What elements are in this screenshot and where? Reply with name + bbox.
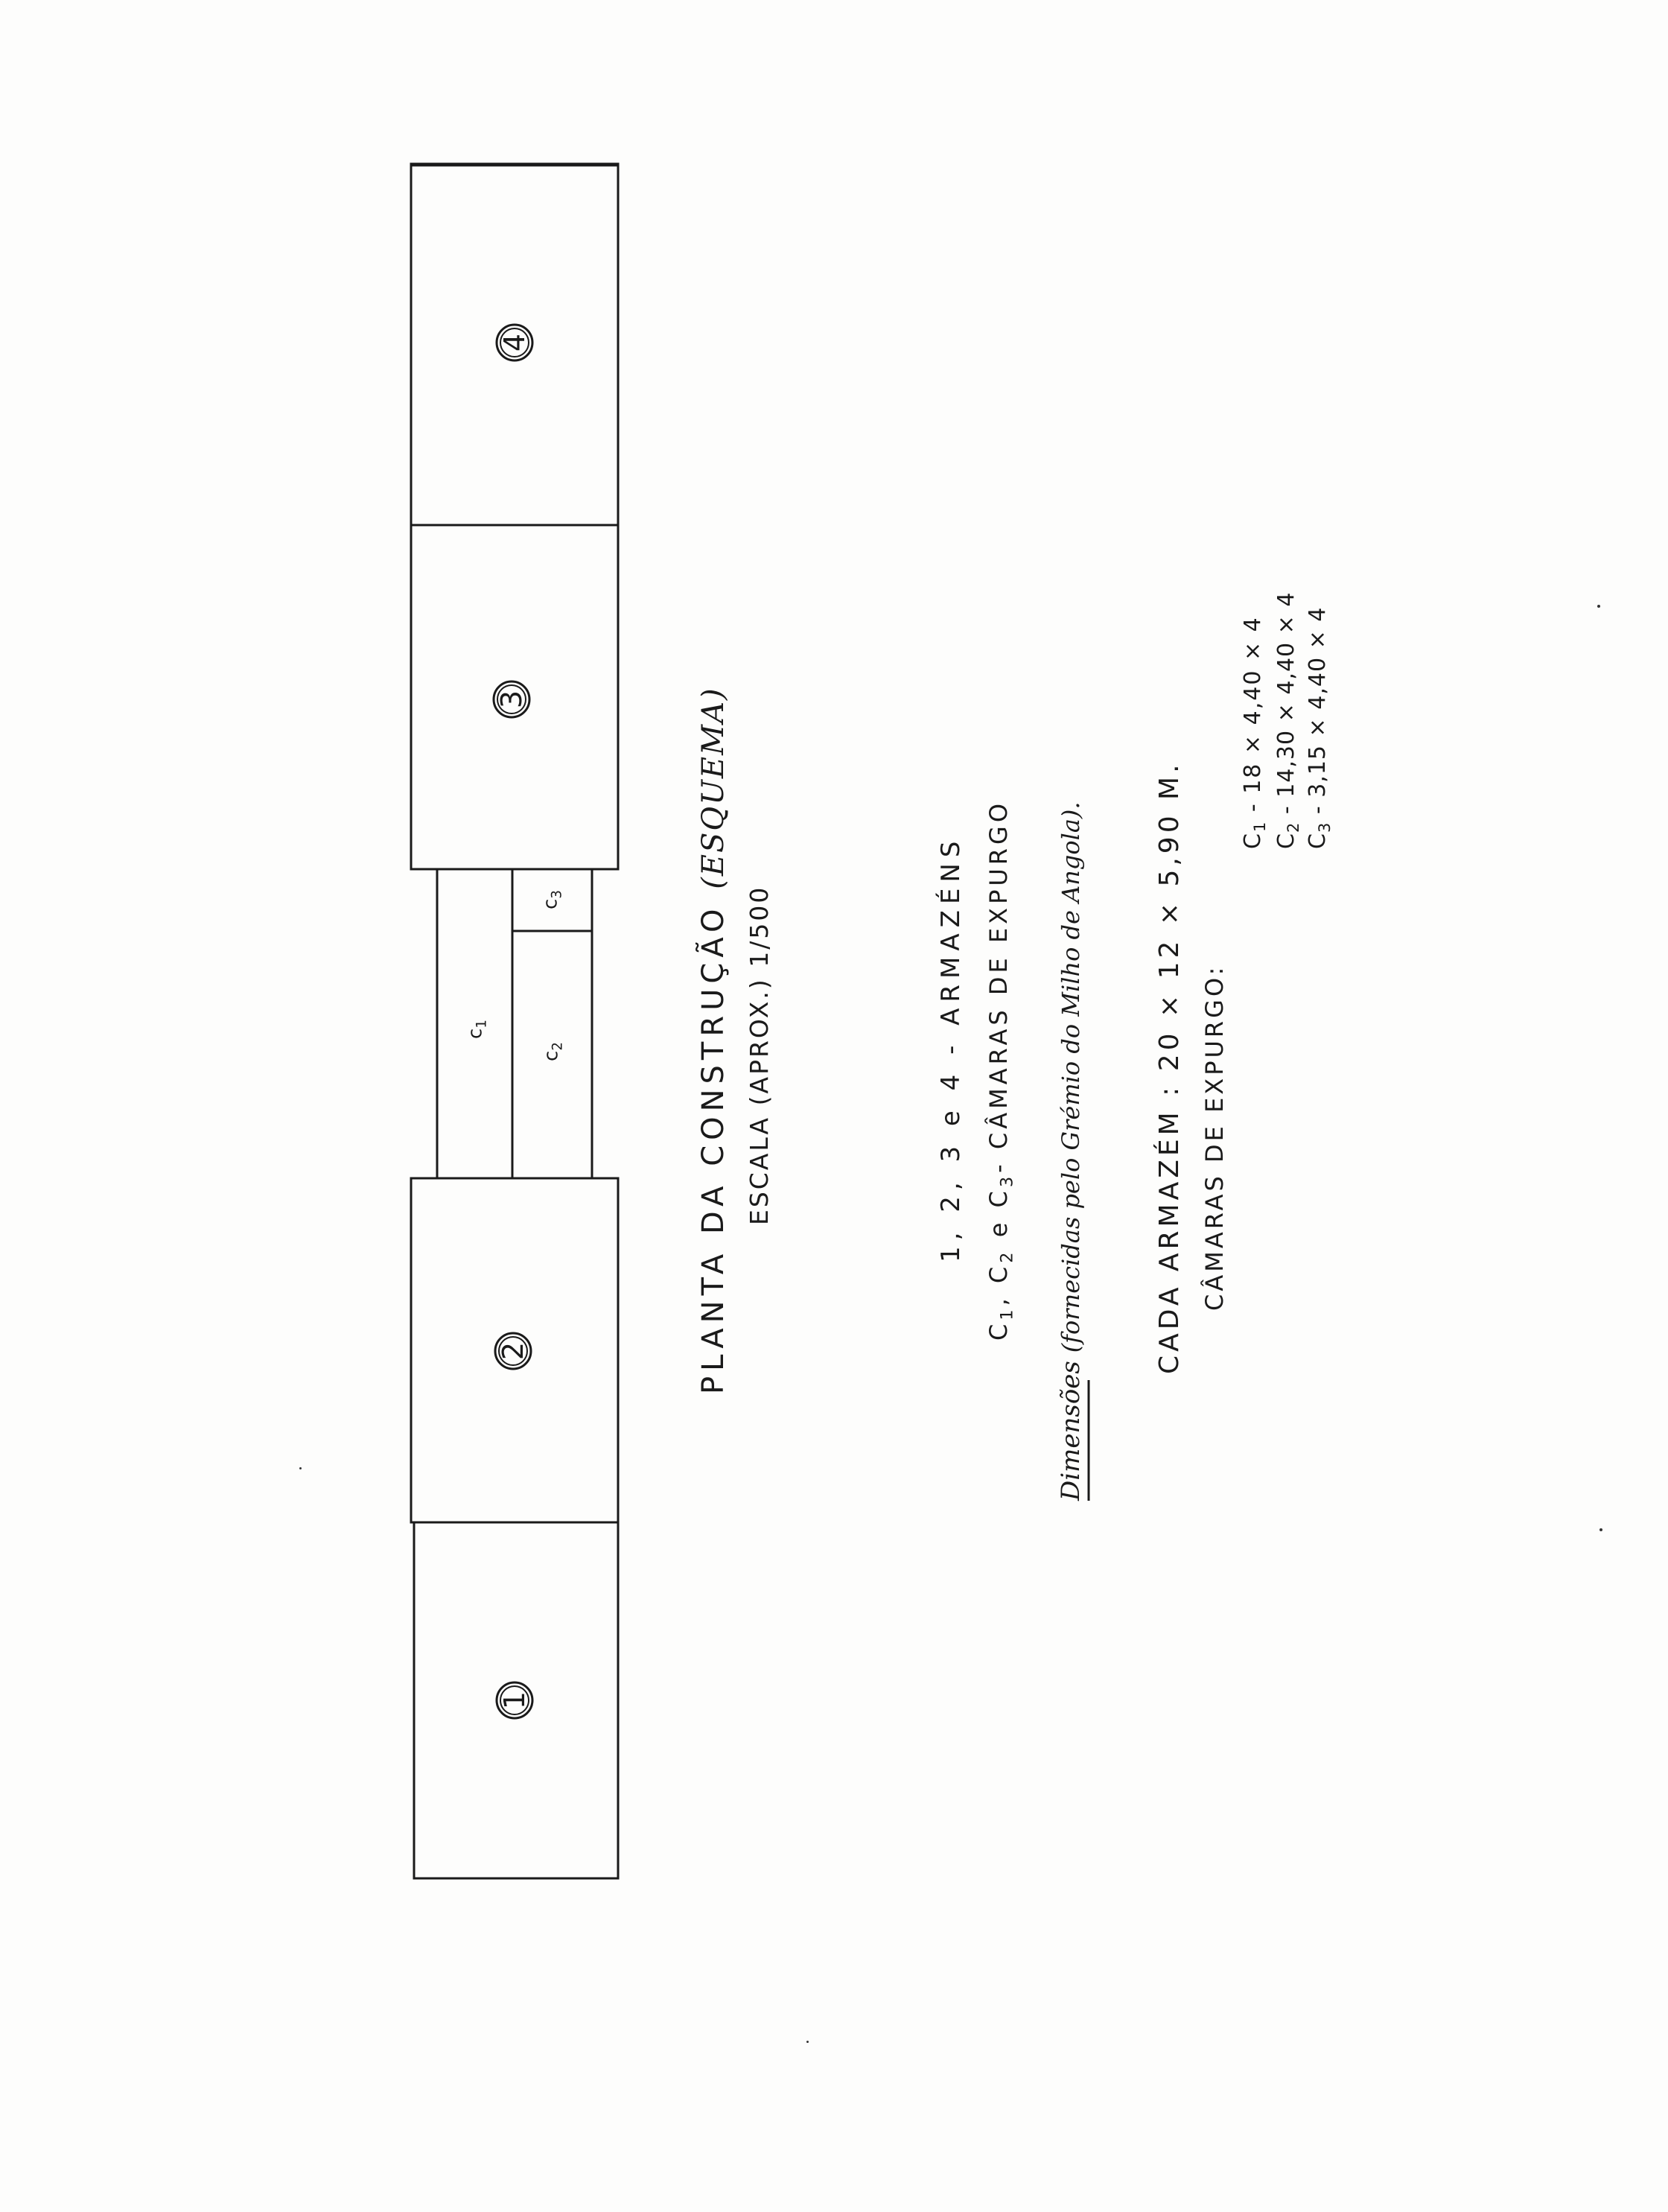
dimensions-line [1056,801,1086,1501]
plan-title-main: PLANTA DA CONSTRUÇÃO [696,903,730,1394]
chambers-block-outline [437,869,592,1178]
scan-speck [1599,1528,1602,1531]
scan-speck [299,1467,302,1469]
chamber-c3-label: $c_3$ [539,890,565,909]
scan-speck [806,2041,809,2043]
camara-row-c2: $C_2 - 14,30 \times 4,40 \times 4$ [1273,591,1302,849]
chamber-c2-label: $c_2$ [540,1042,566,1061]
plan-scale: ESCALA (APROX.) 1/500 [745,885,774,1225]
plan-title [696,687,730,1394]
armazem-dimensions: CADA ARMAZÉM : 20 × 12 × 5,90 M. [1154,760,1185,1374]
legend-warehouses: 1, 2, 3 e 4 - ARMAZÉNS [936,835,966,1262]
warehouse-1-number: 1 [498,1691,531,1710]
legend-chambers: $C_1$, $C_2$ e $C_3-$ CÂMARAS DE EXPURGO [984,799,1017,1341]
camara-row-c3: $C_3 - 3,15 \times 4,40 \times 4$ [1305,606,1334,849]
dimensions-label: Dimensões [1056,1361,1086,1501]
scan-speck [1597,605,1600,608]
warehouse-2-number: 2 [497,1341,529,1361]
warehouse-3-number: 3 [495,690,528,709]
chamber-c1-label: $c_1$ [464,1020,490,1039]
plan-title-note: (ESQUEMA) [696,687,730,889]
camaras-heading: CÂMARAS DE EXPURGO: [1200,964,1229,1311]
dimensions-source: (fornecidas pelo Grémio do Milho de Angola). [1057,801,1085,1353]
camara-row-c1: $C_1 - 18 \times 4,40 \times 4$ [1240,616,1269,849]
warehouse-4-number: 4 [498,333,531,352]
